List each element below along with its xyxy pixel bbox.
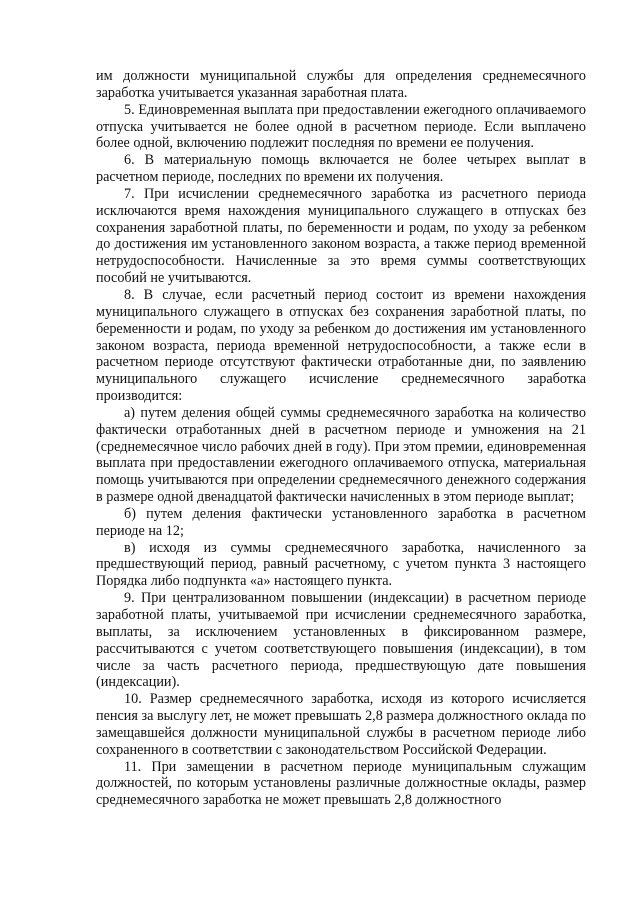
paragraph-item-7: 7. При исчислении среднемесячного заработка из расчетного периода исключаются время нахождения муниципального служащего в отпусках без сохранения заработной платы, по беременности и родам, по уходу за ребенком до достижения им установленного законом возраста, а также период временной нетрудоспособности. Начисленные за это время суммы соответствующих пособий не учитываются.: [96, 185, 586, 287]
paragraph-item-5: 5. Единовременная выплата при предоставлении ежегодного оплачиваемого отпуска учитывается не более одной в расчетном периоде. Если выплачено более одной, включению подлежит последняя по времени ее получения.: [96, 101, 586, 152]
paragraph-item-11: 11. При замещении в расчетном периоде муниципальным служащим должностей, по которым установлены различные должностные оклады, размер среднемесячного заработка не может превышать 2,8 должностного: [96, 758, 586, 809]
paragraph-item-9: 9. При централизованном повышении (индексации) в расчетном периоде заработной платы, учитываемой при исчислении среднемесячного заработка, выплаты, за исключением установленных в фиксированном размере, рассчитываются с учетом соответствующего повышения (индексации), в том числе за часть расчетного периода, предшествующую дате повышения (индексации).: [96, 590, 586, 691]
paragraph-item-10: 10. Размер среднемесячного заработка, исходя из которого исчисляется пенсия за выслугу лет, не может превышать 2,8 размера должностного оклада по замещавшейся должности муниципальной службы в расчетном периоде либо сохраненного в соответствии с законодательством Российской Федерации.: [96, 691, 586, 758]
paragraph-continuation: им должности муниципальной службы для определения среднемесячного заработка учитывается указанная заработная плата.: [96, 68, 586, 101]
paragraph-item-6: 6. В материальную помощь включается не более четырех выплат в расчетном периоде, последних по времени их получения.: [96, 152, 586, 186]
paragraph-subitem-b: б) путем деления фактически установленного заработка в расчетном периоде на 12;: [96, 505, 586, 539]
document-page: [96, 68, 586, 809]
paragraph-subitem-v: в) исходя из суммы среднемесячного заработка, начисленного за предшествующий период, равный расчетному, с учетом пункта 3 настоящего Порядка либо подпункта «а» настоящего пункта.: [96, 539, 586, 590]
paragraph-item-8: 8. В случае, если расчетный период состоит из времени нахождения муниципального служащего в отпусках без сохранения заработной платы, по беременности и родам, по уходу за ребенком до достижения им установленного законом возраста, периода временной нетрудоспособности, а также если в расчетном периоде отсутствуют фактически отработанные дни, по заявлению муниципального служащего исчисление среднемесячного заработка производится:: [96, 286, 586, 405]
paragraph-subitem-a: а) путем деления общей суммы среднемесячного заработка на количество фактически отработанных дней в расчетном периоде и умножения на 21 (среднемесячное число рабочих дней в году). При этом премии, единовременная выплата при предоставлении ежегодного оплачиваемого отпуска, материальная помощь учитываются при определении среднемесячного денежного содержания в размере одной двенадцатой фактически начисленных в этом периоде выплат;: [96, 404, 586, 506]
